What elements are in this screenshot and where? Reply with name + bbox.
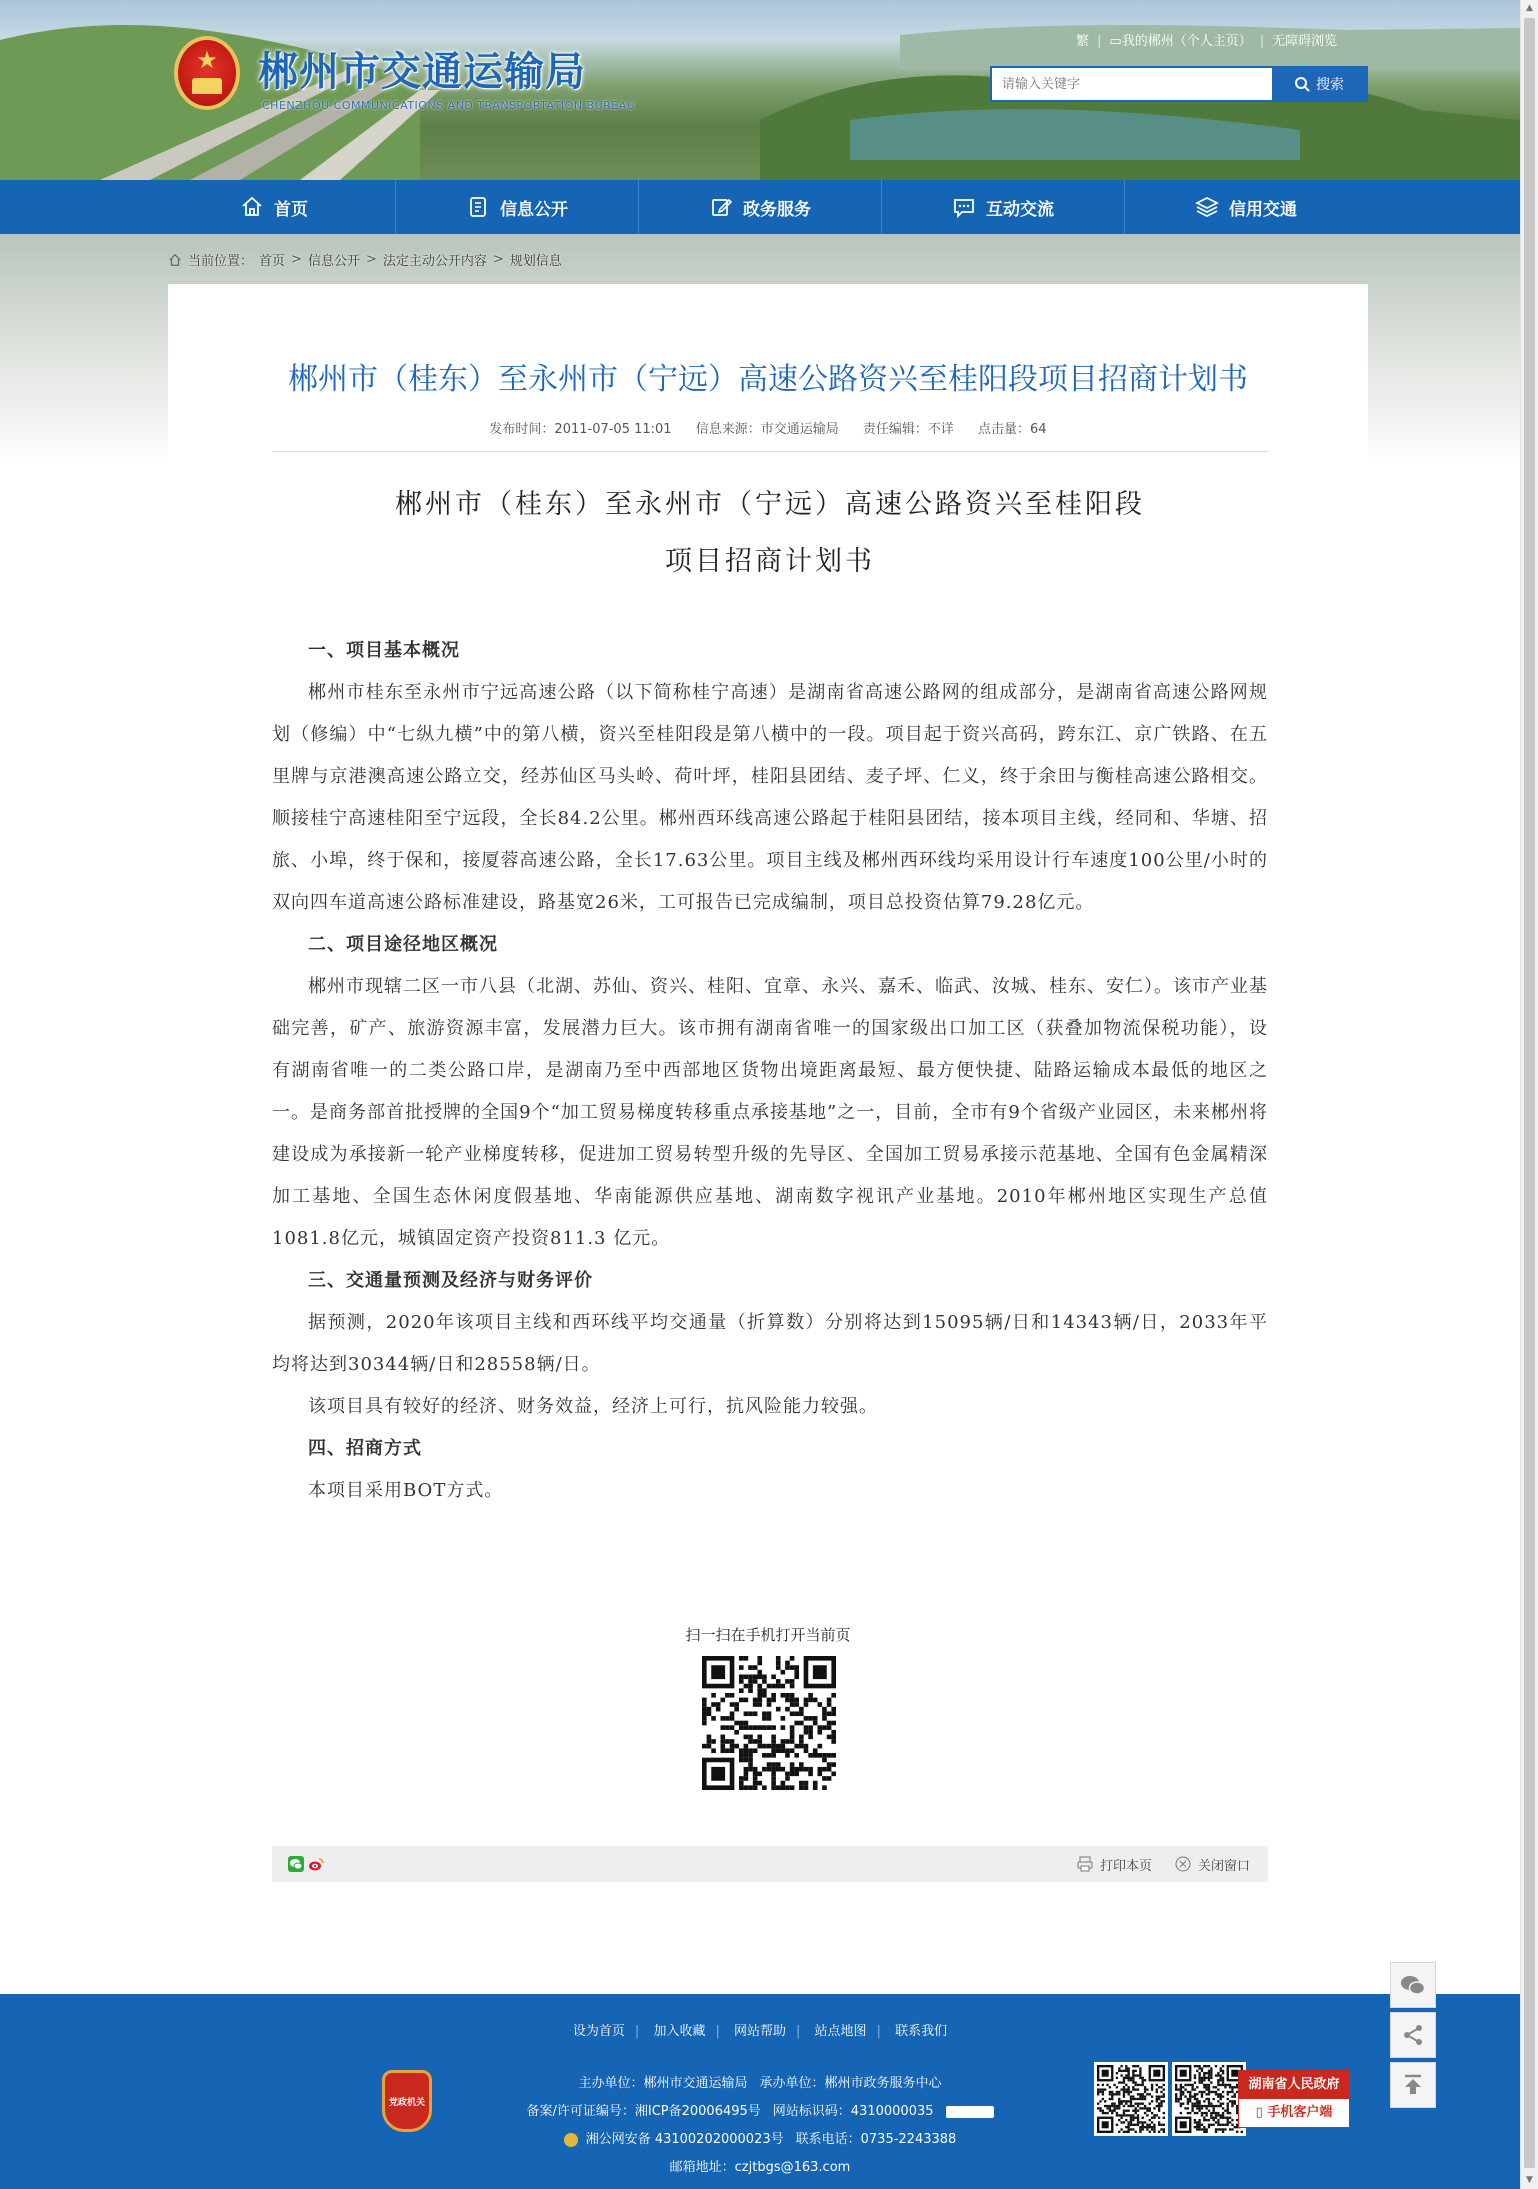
document-heading-line1: 郴州市（桂东）至永州市（宁远）高速公路资兴至桂阳段	[395, 489, 1145, 520]
nav-item-interaction[interactable]	[882, 180, 1125, 234]
edit-icon	[709, 195, 733, 219]
title-divider	[272, 451, 1268, 452]
paragraph: 郴州市桂东至永州市宁远高速公路（以下简称桂宁高速）是湖南省高速公路网的组成部分，是湖南省高速公路网规划（修编）中“七纵九横”中的第八横，资兴至桂阳段是第八横中的一段。项目起于资兴高码，跨东江、京广铁路、在五里牌与京港澳高速公路立交，经苏仙区马头岭、荷叶坪，桂阳县团结、麦子坪、仁义，终于余田与衡桂高速公路相交。顺接桂宁高速桂阳至宁远段，全长84.2公里。郴州西环线高速公路起于桂阳县团结，接本项目主线，经同和、华塘、招旅、小埠，终于保和，接厦蓉高速公路，全长17.63公里。项目主线及郴州西环线均采用设计行车速度100公里/小时的双向四车道高速公路标准建设，路基宽26米，工可报告已完成编制，项目总投资估算79.28亿元。	[272, 682, 1268, 913]
phone-icon: ▯	[1255, 2105, 1268, 2120]
article-body	[272, 630, 1268, 1512]
search-input[interactable]	[992, 68, 1272, 100]
close-icon	[1174, 1855, 1192, 1873]
page-qr-code	[702, 1656, 836, 1790]
host-unit: 主办单位：郴州市交通运输局	[578, 2076, 748, 2091]
wechat-share-icon[interactable]	[288, 1856, 304, 1872]
organizer-unit: 承办单位：郴州市政务服务中心	[759, 2076, 942, 2091]
badge-text: 党政机关	[388, 2097, 425, 2108]
search-box	[990, 66, 1368, 102]
add-favorite-link[interactable]: 加入收藏	[653, 2024, 706, 2039]
float-wechat-button[interactable]	[1390, 1962, 1436, 2008]
header-banner	[0, 0, 1520, 180]
paragraph: 据预测，2020年该项目主线和西环线平均交通量（折算数）分别将达到15095辆/日和14343辆/日，2033年平均将达到30344辆/日和28558辆/日。	[272, 1312, 1268, 1375]
home-icon	[240, 195, 264, 219]
layers-icon	[1195, 195, 1219, 219]
printer-icon	[1076, 1855, 1094, 1873]
nav-item-label: 信息公开	[500, 199, 568, 220]
gov-app-line2-label: 手机客户端	[1267, 2105, 1333, 2120]
monitor-icon: ▭	[1109, 34, 1122, 49]
set-homepage-link[interactable]: 设为首页	[572, 2024, 625, 2039]
paragraph: 郴州市现辖二区一市八县（北湖、苏仙、资兴、桂阳、宜章、永兴、嘉禾、临武、汝城、桂东、安仁）。该市产业基础完善，矿产、旅游资源丰富，发展潜力巨大。该市拥有湖南省唯一的国家级出口加工区（获叠加物流保税功能），设有湖南省唯一的二类公路口岸，是湖南乃至中西部地区货物出境距离最短、最方便快捷、陆路运输成本最低的地区之一。是商务部首批授牌的全国9个“加工贸易梯度转移重点承接基地”之一，目前，全市有9个省级产业园区，未来郴州将建设成为承接新一轮产业梯度转移，促进加工贸易转型升级的先导区、全国加工贸易承接示范基地、全国有色金属精深加工基地、全国生态休闲度假基地、华南能源供应基地、湖南数字视讯产业基地。2010年郴州地区实现生产总值1081.8亿元，城镇固定资产投资811.3 亿元。	[272, 976, 1268, 1249]
accessibility-link[interactable]: 无障碍浏览	[1272, 34, 1338, 49]
nav-item-home[interactable]	[153, 180, 396, 234]
scroll-thumb[interactable]	[1524, 18, 1535, 2168]
nav-item-gov-services[interactable]	[639, 180, 882, 234]
float-share-button[interactable]	[1390, 2012, 1436, 2058]
qr-label: 扫一扫在手机打开当前页	[685, 1626, 851, 1644]
arrow-up-icon	[1401, 2073, 1425, 2097]
contact-email: 邮箱地址：czjtbgs@163.com	[669, 2160, 851, 2175]
article-title: 郴州市（桂东）至永州市（宁远）高速公路资兴至桂阳段项目招商计划书	[288, 362, 1248, 397]
contact-us-link[interactable]: 联系我们	[895, 2024, 948, 2039]
weibo-share-icon[interactable]	[308, 1856, 324, 1872]
nav-item-label: 政务服务	[743, 199, 811, 220]
article-meta	[168, 418, 1368, 437]
responsible-editor: 责任编辑：不详	[862, 422, 954, 437]
chat-icon	[952, 195, 976, 219]
police-record[interactable]: 湘公网安备 43100202000023号	[585, 2132, 784, 2147]
back-to-top-button[interactable]	[1390, 2062, 1436, 2108]
my-chenzhou-link[interactable]: 我的郴州（个人主页）	[1121, 34, 1252, 49]
breadcrumb-prefix: 当前位置：	[188, 254, 254, 269]
nav-item-label: 首页	[274, 199, 308, 220]
breadcrumb-home[interactable]: 首页	[259, 254, 286, 269]
section-heading: 二、项目途径地区概况	[308, 934, 498, 955]
scroll-up-arrow-icon[interactable]: ▲	[1526, 3, 1533, 13]
paragraph: 该项目具有较好的经济、财务效益，经济上可行，抗风险能力较强。	[308, 1396, 878, 1417]
site-id: 网站标识码：4310000035	[772, 2104, 934, 2119]
icp-number[interactable]: 备案/许可证编号：湘ICP备20006495号	[526, 2104, 761, 2119]
error-finder-icon[interactable]	[946, 2106, 994, 2118]
nav-item-label: 信用交通	[1229, 199, 1297, 220]
nav-item-credit-transport[interactable]	[1125, 180, 1367, 234]
home-small-icon	[168, 253, 182, 267]
section-heading: 三、交通量预测及经济与财务评价	[308, 1270, 593, 1291]
wechat-icon	[1400, 1974, 1426, 1996]
hunan-gov-app-button[interactable]	[1238, 2070, 1350, 2128]
article-card	[168, 284, 1368, 1994]
traditional-chinese-link[interactable]: 繁	[1076, 34, 1090, 49]
nav-item-label: 互动交流	[986, 199, 1054, 220]
footer	[0, 1994, 1520, 2189]
contact-phone: 联系电话：0735-2243388	[795, 2132, 957, 2147]
police-badge-icon	[564, 2133, 578, 2147]
breadcrumb-info-disclosure[interactable]: 信息公开	[307, 254, 360, 269]
section-heading: 四、招商方式	[308, 1438, 422, 1459]
search-icon	[1294, 76, 1310, 92]
breadcrumb	[168, 250, 562, 269]
search-button-label: 搜索	[1316, 77, 1344, 93]
breadcrumb-statutory-content[interactable]: 法定主动公开内容	[382, 254, 487, 269]
breadcrumb-planning-info[interactable]: 规划信息	[509, 254, 562, 269]
nav-item-info-disclosure[interactable]	[396, 180, 639, 234]
article-toolbar	[272, 1846, 1268, 1882]
close-label: 关闭窗口	[1197, 1858, 1250, 1874]
breadcrumb-separator: >	[291, 252, 302, 267]
paragraph: 本项目采用BOT方式。	[308, 1480, 504, 1501]
document-heading-line2: 项目招商计划书	[665, 546, 875, 577]
print-label: 打印本页	[1099, 1858, 1152, 1874]
section-heading: 一、项目基本概况	[308, 640, 460, 661]
document-icon	[466, 195, 490, 219]
page-scrollbar[interactable]	[1520, 0, 1538, 2189]
footer-links: 设为首页 | 加入收藏 | 网站帮助 | 站点地图 | 联系我们	[572, 2024, 948, 2039]
site-subtitle: CHENZHOU COMMUNICATIONS AND TRANSPORTATION BUREAU	[262, 99, 636, 112]
info-source: 信息来源：市交通运输局	[695, 422, 839, 437]
click-count: 点击量：64	[978, 422, 1047, 437]
gov-app-line1: 湖南省人民政府	[1239, 2071, 1349, 2099]
footer-qr-code-1	[1094, 2062, 1168, 2136]
top-links: 繁 | ▭我的郴州（个人主页） | 无障碍浏览	[1076, 30, 1337, 49]
print-button[interactable]	[1076, 1855, 1152, 1874]
share-icon	[1401, 2023, 1425, 2047]
close-window-button[interactable]	[1174, 1855, 1250, 1874]
national-emblem-icon: ★	[174, 36, 240, 110]
scroll-down-arrow-icon[interactable]: ▼	[1526, 2175, 1533, 2185]
site-help-link[interactable]: 网站帮助	[733, 2024, 786, 2039]
site-title[interactable]: 郴州市交通运输局	[258, 49, 586, 95]
breadcrumb-separator: >	[365, 252, 377, 267]
breadcrumb-separator: >	[492, 252, 504, 267]
search-button[interactable]	[1272, 68, 1366, 100]
main-nav	[0, 180, 1520, 234]
publish-time: 发布时间：2011-07-05 11:01	[489, 422, 672, 437]
footer-qr-code-2	[1172, 2062, 1246, 2136]
sitemap-link[interactable]: 站点地图	[814, 2024, 867, 2039]
gov-app-line2	[1239, 2099, 1349, 2127]
